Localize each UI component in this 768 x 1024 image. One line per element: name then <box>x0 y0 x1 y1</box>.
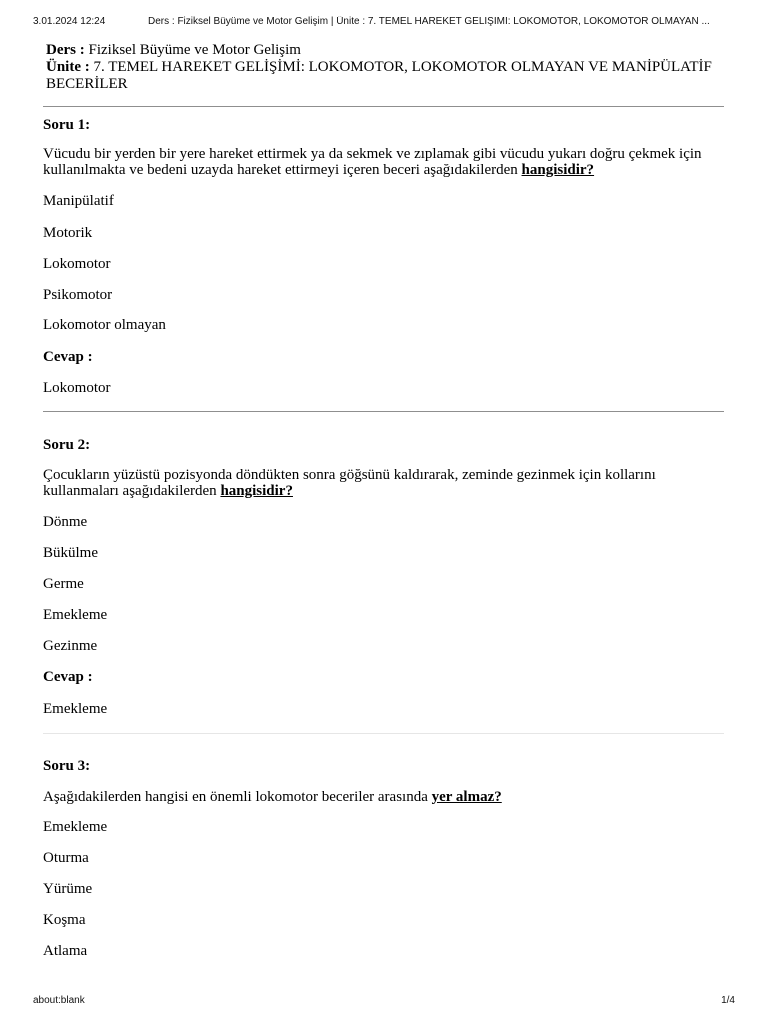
divider <box>43 733 724 734</box>
option: Germe <box>43 576 84 592</box>
question-2 <box>43 436 724 717</box>
answer-label: Cevap : <box>43 669 93 685</box>
question-3 <box>43 757 724 959</box>
question-emphasis: yer almaz? <box>431 789 502 805</box>
question-text <box>43 467 724 499</box>
option: Lokomotor olmayan <box>43 317 166 333</box>
option: Gezinme <box>43 638 98 654</box>
question-1 <box>43 116 724 396</box>
option: Emekleme <box>43 607 108 623</box>
print-url: about:blank <box>33 995 85 1006</box>
option: Psikomotor <box>43 287 113 303</box>
unite-label: Ünite : <box>46 59 90 75</box>
question-body: Çocukların yüzüstü pozisyonda döndükten sonra göğsünü kaldırarak, zeminde gezinmek için kollarını kullanmaları aşağıdakilerden <box>43 467 656 499</box>
option: Yürüme <box>43 881 93 897</box>
unit-row <box>46 59 724 93</box>
option: Motorik <box>43 225 93 241</box>
print-header <box>33 16 738 27</box>
question-title: Soru 2: <box>43 437 91 453</box>
unite-value: 7. TEMEL HAREKET GELİŞİMİ: LOKOMOTOR, LOKOMOTOR OLMAYAN VE MANİPÜLATİF BECERİLER <box>46 59 712 92</box>
option: Emekleme <box>43 819 108 835</box>
question-title: Soru 3: <box>43 758 91 774</box>
course-info <box>46 42 724 93</box>
print-datetime: 3.01.2024 12:24 <box>33 16 106 27</box>
print-footer <box>33 995 735 1006</box>
course-row <box>46 42 724 59</box>
option: Lokomotor <box>43 256 111 272</box>
option: Manipülatif <box>43 193 114 209</box>
question-body: Vücudu bir yerden bir yere hareket ettirmek ya da sekmek ve zıplamak gibi vücudu yukarı doğru çekmek için kullanılmakta ve bedeni uzayda hareket ettirmeyi içeren beceri aşağıdakilerden <box>43 146 702 178</box>
answer-value: Emekleme <box>43 701 108 717</box>
option: Bükülme <box>43 545 98 561</box>
option: Koşma <box>43 912 86 928</box>
option: Dönme <box>43 514 88 530</box>
question-text <box>43 789 724 805</box>
question-title: Soru 1: <box>43 117 91 133</box>
question-emphasis: hangisidir? <box>220 483 293 499</box>
ders-label: Ders : <box>46 42 85 58</box>
question-emphasis: hangisidir? <box>521 162 595 178</box>
page-number: 1/4 <box>721 995 735 1006</box>
question-text <box>43 146 724 178</box>
option: Oturma <box>43 850 89 866</box>
print-title: Ders : Fiziksel Büyüme ve Motor Gelişim | Ünite : 7. TEMEL HAREKET GELİŞİMİ: LOKOMOTOR, LOKOMOTOR OLMAYAN ... <box>148 16 710 27</box>
ders-value: Fiziksel Büyüme ve Motor Gelişim <box>88 42 301 58</box>
option: Atlama <box>43 943 88 959</box>
question-body: Aşağıdakilerden hangisi en önemli lokomotor beceriler arasında <box>43 789 428 805</box>
divider <box>43 106 724 107</box>
divider <box>43 411 724 412</box>
answer-label: Cevap : <box>43 349 93 365</box>
answer-value: Lokomotor <box>43 380 111 396</box>
